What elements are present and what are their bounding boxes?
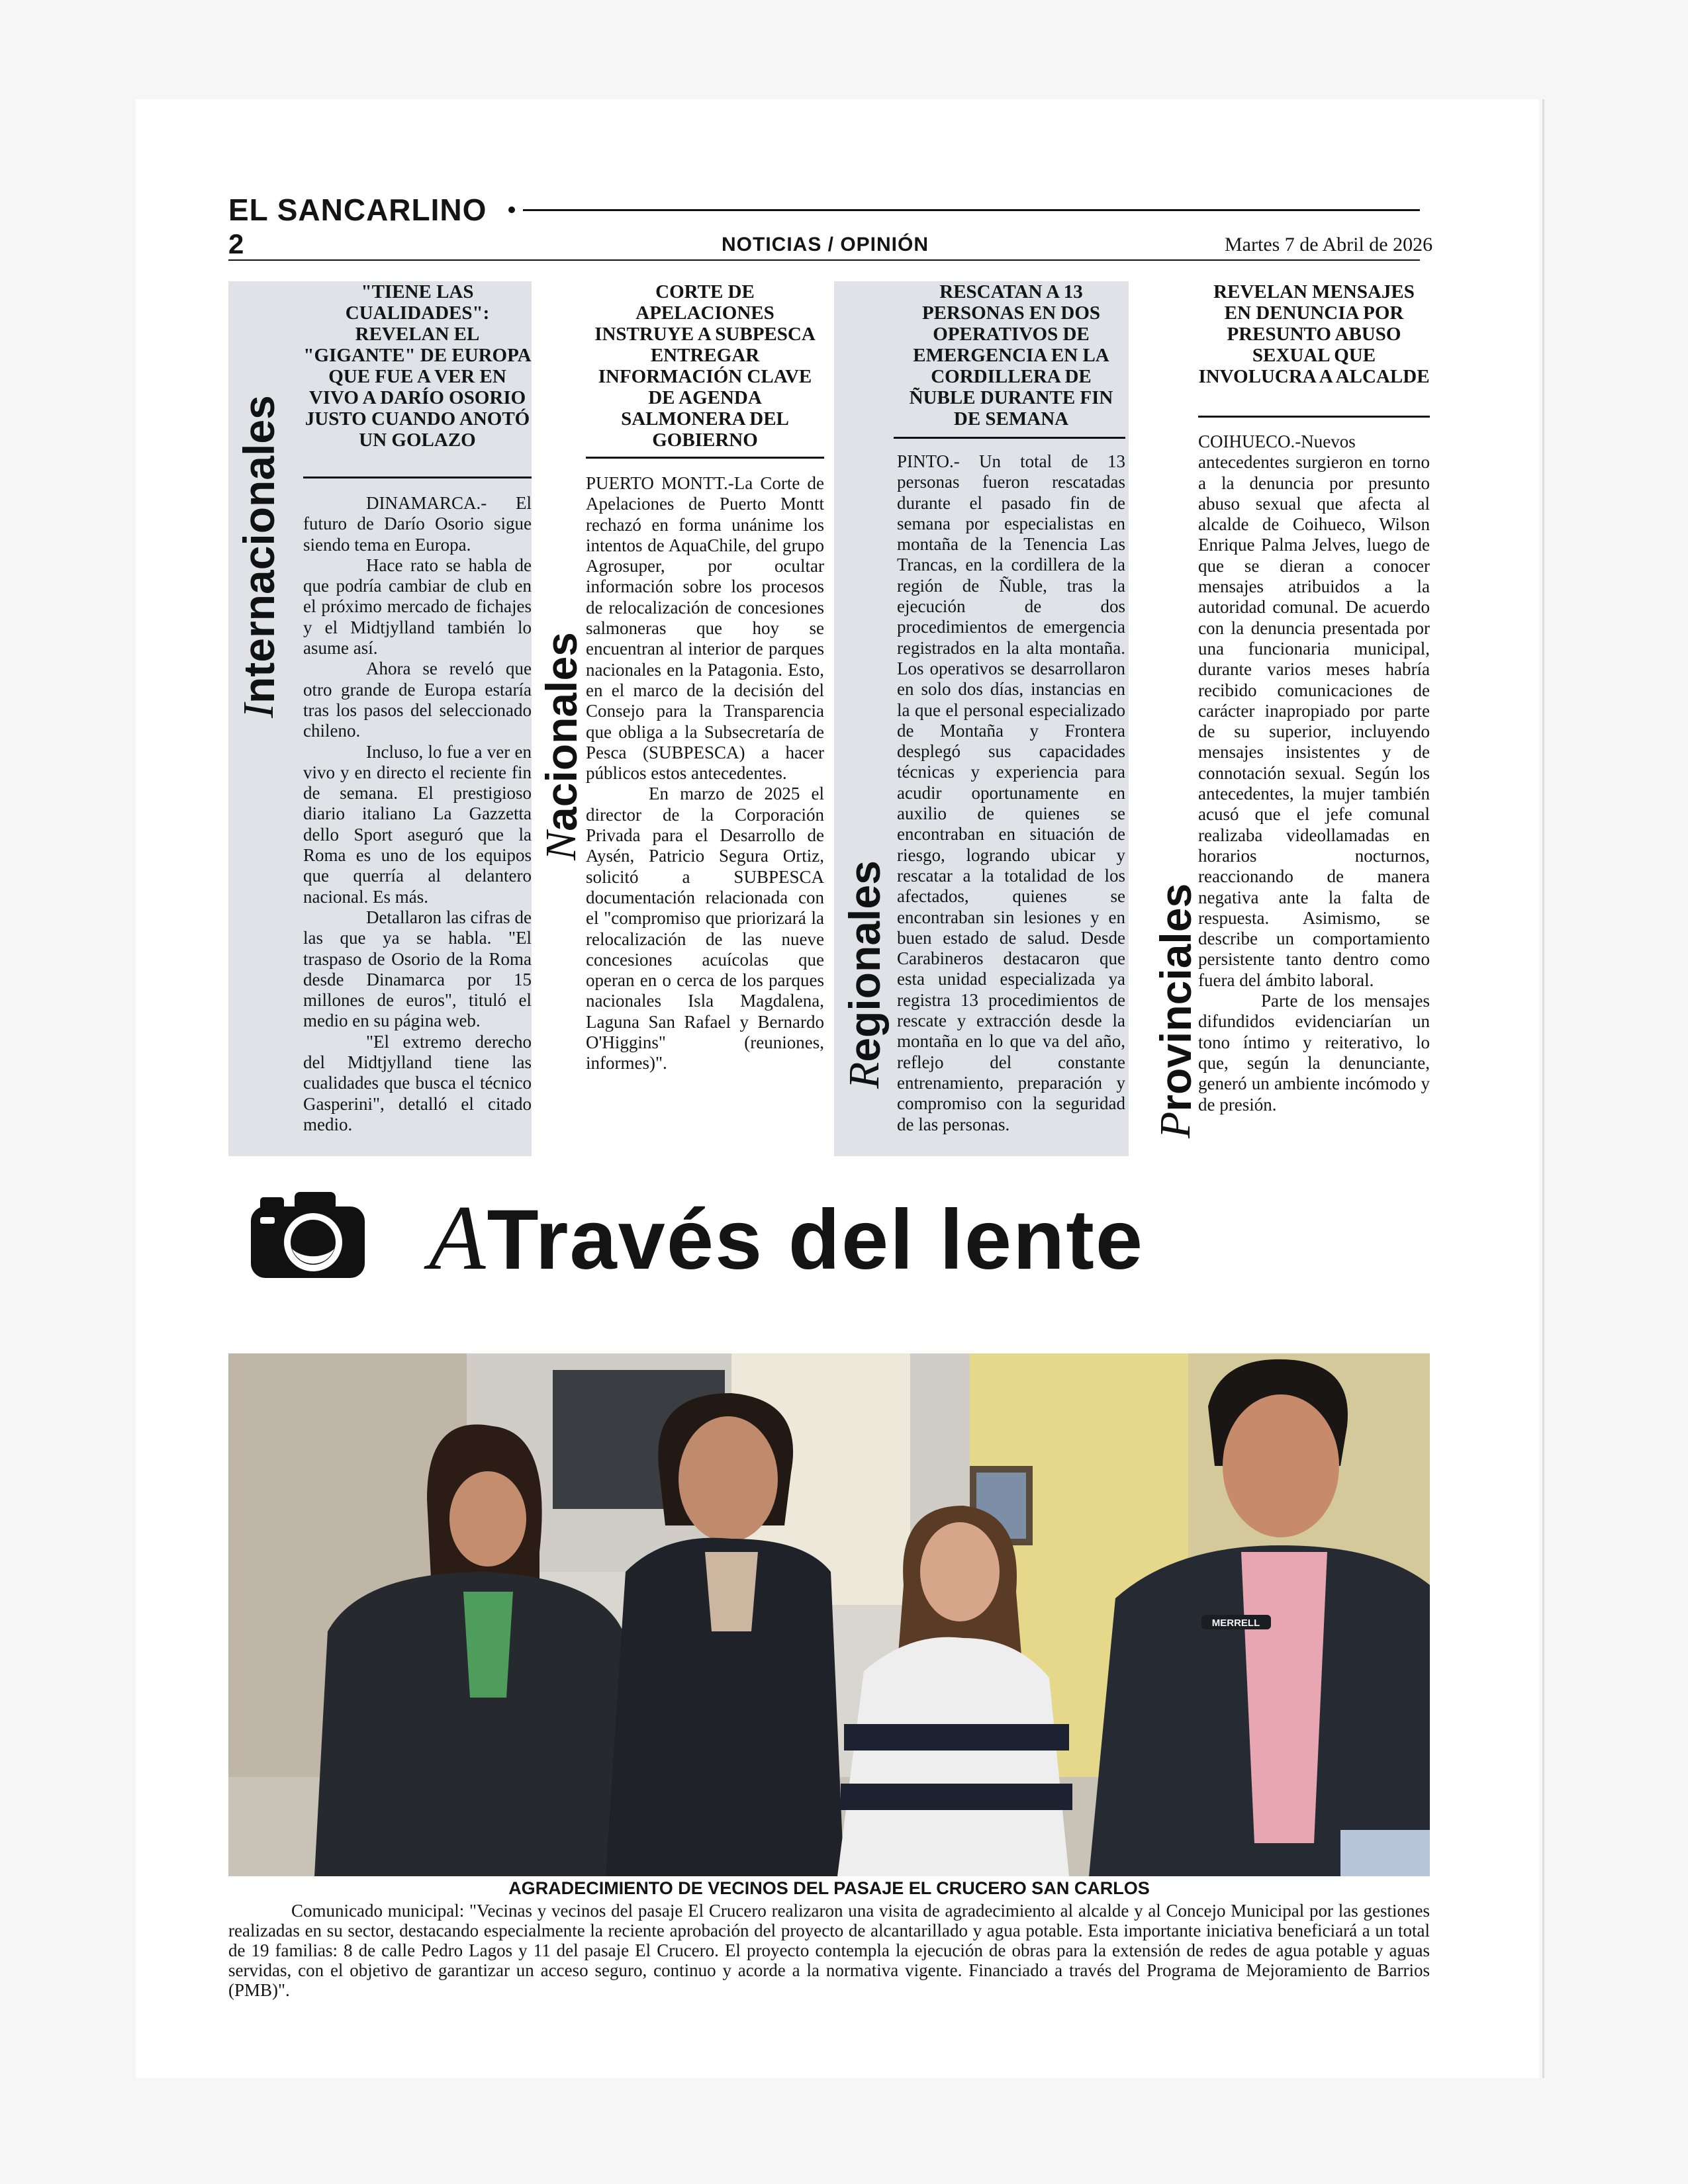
article-paragraph: PUERTO MONTT.-La Corte de Apelaciones de Puerto Montt rechazó en forma unánime los intentos de AquaChile, del grupo Agrosuper, por ocultar información sobre los procesos de relocalización de concesiones salmoneras que hoy se encuentran al interior de parques nacionales en la Patagonia. Esto, en el marco de la decisión del Consejo para la Transparencia que obliga a la Subsecretaría de Pesca (SUBPESCA) a hacer públicos estos antecedentes. xyxy=(586,473,824,784)
headline-regionales: RESCATAN A 13 PERSONAS EN DOS OPERATIVOS DE EMERGENCIA EN LA CORDILLERA DE ÑUBLE DURANTE FIN DE SEMANA xyxy=(909,281,1113,430)
section-vertical-label: Regionales xyxy=(840,860,889,1089)
headline-rule xyxy=(303,477,532,478)
headline-rule xyxy=(586,457,824,459)
article-paragraph: "El extremo derecho del Midtjylland tiene las cualidades que busca el técnico Gasperini", detalló el citado medio. xyxy=(303,1031,532,1134)
jacket-logo: MERRELL xyxy=(1211,1617,1260,1629)
issue-date: Martes 7 de Abril de 2026 xyxy=(1225,234,1433,255)
article-regionales xyxy=(897,451,1125,1135)
article-paragraph: DINAMARCA.- El futuro de Darío Osorio sigue siendo tema en Europa. xyxy=(303,493,532,555)
article-paragraph: Detallaron las cifras de las que ya se habla. "El traspaso de Osorio de la Roma desde Dinamarca por 15 millones de euros", tituló el medio en su página web. xyxy=(303,907,532,1031)
photo-caption-title: AGRADECIMIENTO DE VECINOS DEL PASAJE EL CRUCERO SAN CARLOS xyxy=(508,1878,1150,1898)
headline-rule xyxy=(894,437,1125,439)
section-vertical-label: Internacionales xyxy=(234,395,283,718)
masthead-rule xyxy=(523,209,1420,211)
masthead: EL SANCARLINO xyxy=(228,193,487,227)
article-paragraph: Incluso, lo fue a ver en vivo y en directo el reciente fin de semana. El prestigioso diario italiano La Gazzetta dello Sport aseguró que la Roma es uno de los equipos que querría al delantero nacional. Es más. xyxy=(303,741,532,907)
article-paragraph: Parte de los mensajes difundidos evidenciarían un tono íntimo y reiterativo, lo que, según la denunciante, generó un ambiente incómodo y de presión. xyxy=(1198,991,1430,1115)
group-photo xyxy=(228,1353,1430,1876)
article-paragraph: Ahora se reveló que otro grande de Europa estaría tras los pasos del seleccionado chileno. xyxy=(303,659,532,741)
photo-caption-body: Comunicado municipal: "Vecinas y vecinos del pasaje El Crucero realizaron una visita de agradecimiento al alcalde y al Concejo Municipal por las gestiones realizadas en su sector, destacando especialmente la reciente aprobación del proyecto de alcantarillado y agua potable. Esta importante iniciativa beneficiará a un total de 19 familias: 8 de calle Pedro Lagos y 11 del pasaje El Crucero. El proyecto contempla la ejecución de obras para la extensión de redes de agua potable y aguas servidas, con el objetivo de garantizar un acceso seguro, continuo y acorde a la normativa vigente. Financiado a través del Programa de Mejoramiento de Barrios (PMB)". xyxy=(228,1901,1430,2000)
camera-icon xyxy=(248,1188,367,1281)
article-paragraph: Hace rato se habla de que podría cambiar de club en el próximo mercado de fichajes y el Midtjylland también lo asume así. xyxy=(303,555,532,659)
article-provinciales xyxy=(1198,432,1430,1115)
page-edge-line xyxy=(1542,99,1544,2078)
headline-nacionales: CORTE DE APELACIONES INSTRUYE A SUBPESCA ENTREGAR INFORMACIÓN CLAVE DE AGENDA SALMONERA DEL GOBIERNO xyxy=(594,281,816,451)
masthead-bullet xyxy=(508,206,515,213)
headline-internacionales: "TIENE LAS CUALIDADES": REVELAN EL "GIGANTE" DE EUROPA QUE FUE A VER EN VIVO A DARÍO OSORIO JUSTO CUANDO ANOTÓ UN GOLAZO xyxy=(303,281,532,451)
section-vertical-label-nacionales: Nacionales xyxy=(537,632,586,860)
section-vertical-label-provinciales: Provinciales xyxy=(1151,883,1200,1138)
photo-section-title: ATravés del lente xyxy=(429,1187,1145,1289)
page-number: 2 xyxy=(228,228,244,259)
article-paragraph: COIHUECO.-Nuevos antecedentes surgieron en torno a la denuncia por presunto abuso sexual que afecta al alcalde de Coihueco, Wilson Enrique Palma Jelves, luego de que se dieran a conocer mensajes atribuidos a la autoridad comunal. De acuerdo con la denuncia presentada por una funcionaria municipal, durante varios meses habría recibido comunicaciones de carácter inapropiado por parte de su superior, incluyendo mensajes insistentes y de connotación sexual. Según los antecedentes, la mujer también acusó que el jefe comunal realizaba videollamadas en horarios nocturnos, reaccionando de manera negativa ante la falta de respuesta. Asimismo, se describe un comportamiento persistente tanto dentro como fuera del ámbito laboral. xyxy=(1198,432,1430,990)
article-internacionales xyxy=(303,493,532,1135)
article-paragraph: En marzo de 2025 el director de la Corporación Privada para el Desarrollo de Aysén, Patricio Segura Ortiz, solicitó a SUBPESCA documentación relacionada con el "compromiso que priorizará la relocalización de las nueve concesiones acuícolas que operan en o cerca de los parques nacionales Isla Magdalena, Laguna San Rafael y Bernardo O'Higgins" (reuniones, informes)". xyxy=(586,784,824,1073)
section-label: NOTICIAS / OPINIÓN xyxy=(722,234,929,255)
headline-rule xyxy=(1198,416,1430,418)
article-paragraph: PINTO.- Un total de 13 personas fueron rescatadas durante el pasado fin de semana por especialistas en montaña de la Tenencia Las Trancas, en la cordillera de la región de Ñuble, tras la ejecución de dos procedimientos de emergencia registrados en la alta montaña. Los operativos se desarrollaron en solo dos días, instancias en la que el personal especializado de Montaña y Frontera desplegó sus capacidades técnicas y experiencia para acudir oportunamente en auxilio de quienes se encontraban en situación de riesgo, logrando ubicar y rescatar a la totalidad de los afectados, quienes se encontraban sin lesiones y en buen estado de salud. Desde Carabineros destacaron que esta unidad especializada ya registra 13 procedimientos de rescate y extracción desde la montaña en lo que va del año, reflejo del constante entrenamiento, preparación y compromiso con la seguridad de las personas. xyxy=(897,451,1125,1134)
header-rule xyxy=(228,259,1420,261)
article-nacionales xyxy=(586,473,824,1074)
headline-provinciales: REVELAN MENSAJES EN DENUNCIA POR PRESUNTO ABUSO SEXUAL QUE INVOLUCRA A ALCALDE xyxy=(1198,281,1430,387)
